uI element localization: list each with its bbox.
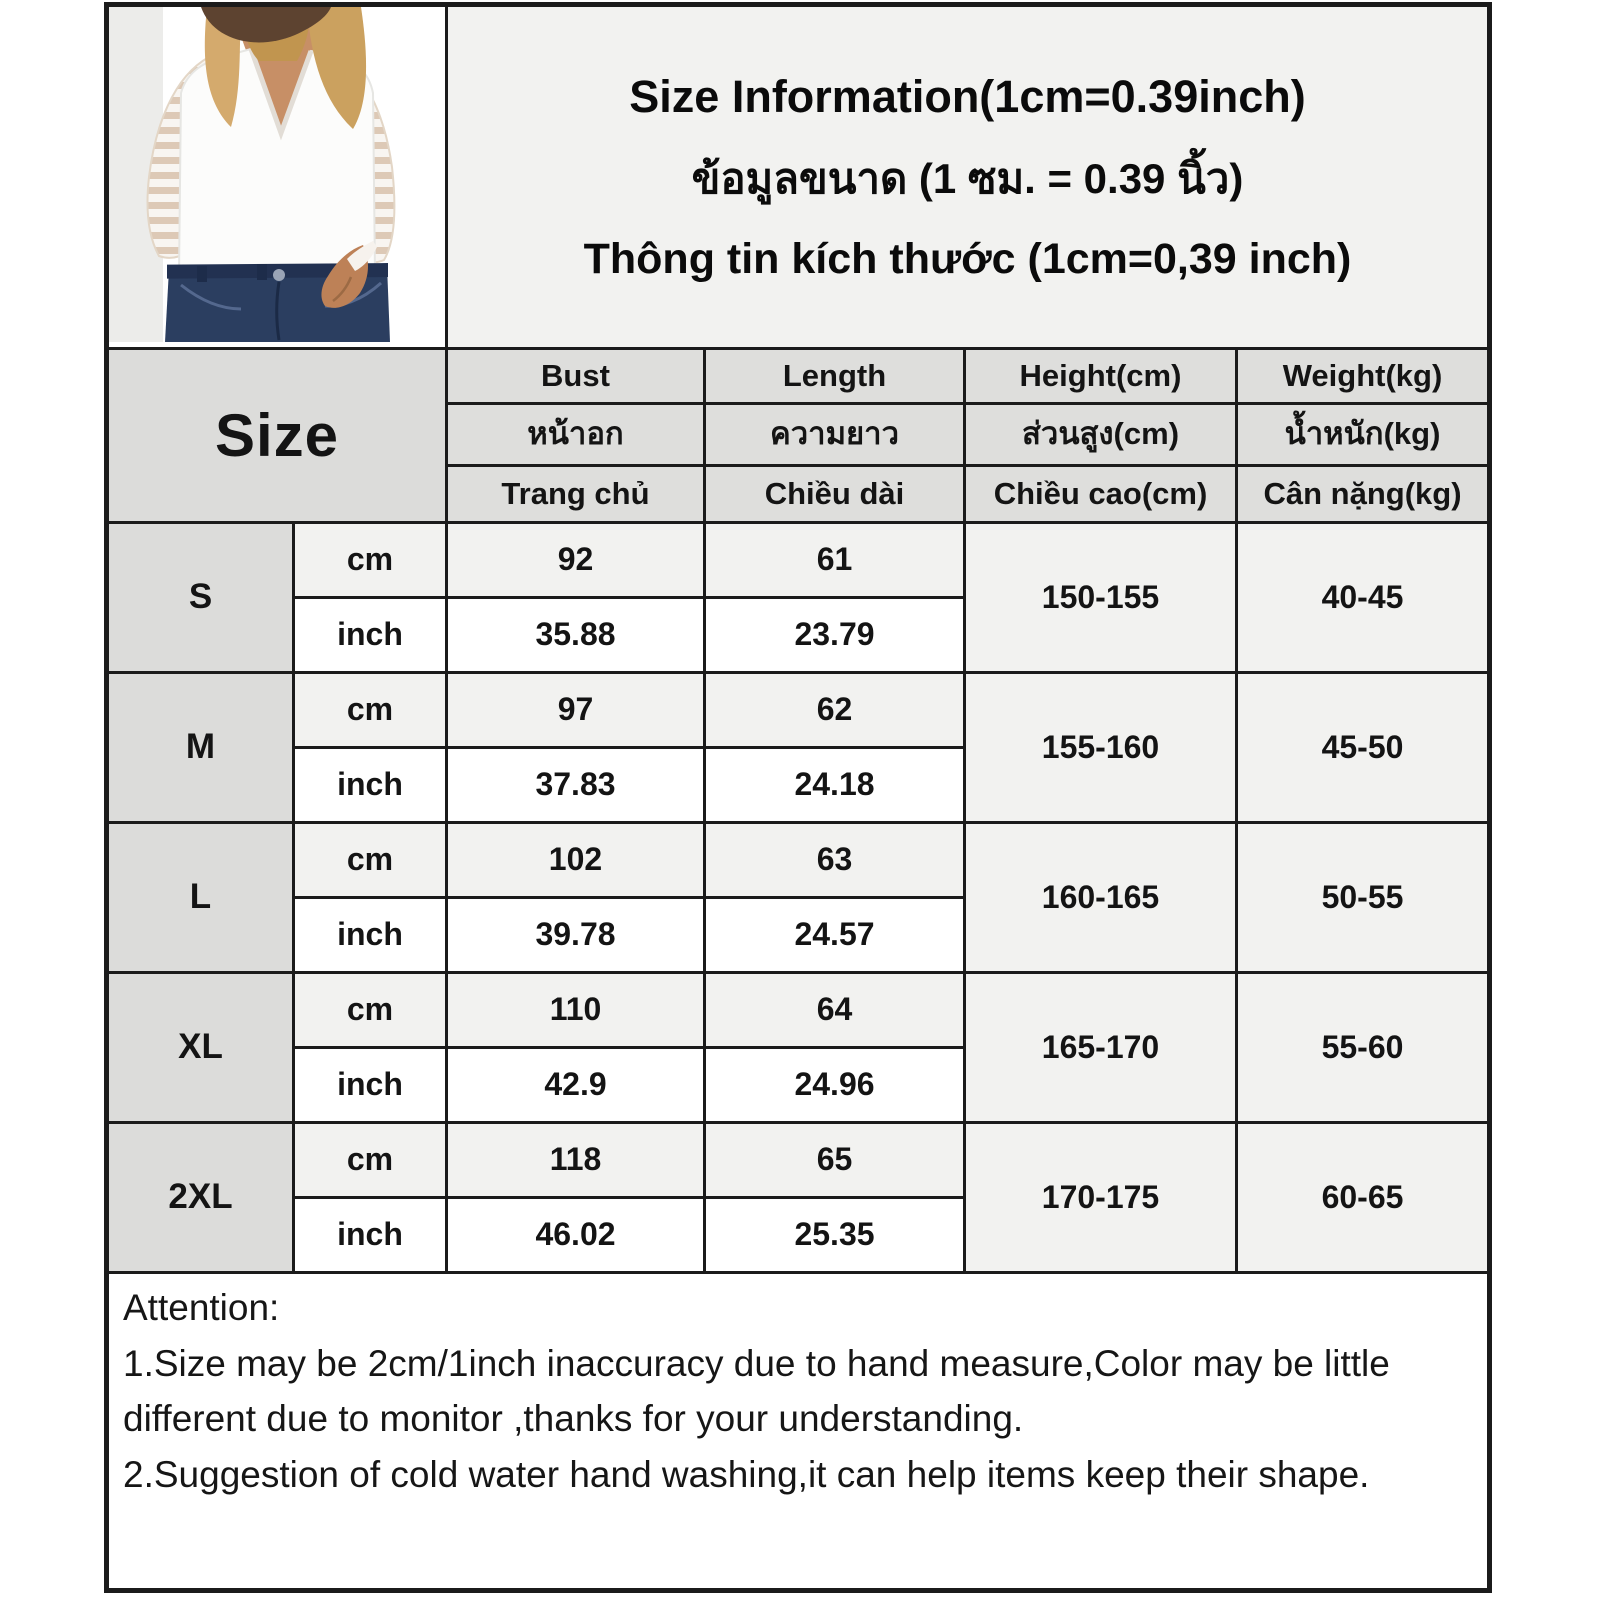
header-weight-vi: Cân nặng(kg) bbox=[1238, 467, 1487, 521]
header-weight-en: Weight(kg) bbox=[1238, 350, 1487, 402]
row-2xl-height: 170-175 bbox=[966, 1124, 1235, 1271]
size-table bbox=[109, 350, 1487, 1271]
attention-note-1: 1.Size may be 2cm/1inch inaccuracy due to hand measure,Color may be little different due to monitor ,thanks for your understanding. bbox=[123, 1342, 1390, 1439]
row-s-unit-cm: cm bbox=[295, 524, 445, 596]
header-bust-th: หน้าอก bbox=[448, 405, 703, 464]
row-l-length-cm: 63 bbox=[706, 824, 963, 896]
attention-heading: Attention: bbox=[123, 1287, 280, 1328]
row-s-height: 150-155 bbox=[966, 524, 1235, 671]
header-bust-vi: Trang chủ bbox=[448, 467, 703, 521]
product-photo bbox=[109, 7, 445, 347]
row-s-bust-inch: 35.88 bbox=[448, 599, 703, 671]
header-length-th: ความยาว bbox=[706, 405, 963, 464]
row-xl-unit-inch: inch bbox=[295, 1049, 445, 1121]
row-xl-bust-inch: 42.9 bbox=[448, 1049, 703, 1121]
row-l-unit-inch: inch bbox=[295, 899, 445, 971]
row-l-bust-inch: 39.78 bbox=[448, 899, 703, 971]
row-s-size: S bbox=[109, 524, 292, 671]
size-column-header: Size bbox=[109, 350, 445, 521]
row-xl-length-inch: 24.96 bbox=[706, 1049, 963, 1121]
header-height-th: ส่วนสูง(cm) bbox=[966, 405, 1235, 464]
header-length-vi: Chiều dài bbox=[706, 467, 963, 521]
attention-section bbox=[109, 1274, 1487, 1588]
row-2xl-weight: 60-65 bbox=[1238, 1124, 1487, 1271]
row-l-size: L bbox=[109, 824, 292, 971]
header-bust-en: Bust bbox=[448, 350, 703, 402]
row-m-unit-inch: inch bbox=[295, 749, 445, 821]
row-2xl-length-inch: 25.35 bbox=[706, 1199, 963, 1271]
row-m-weight: 45-50 bbox=[1238, 674, 1487, 821]
size-chart-sheet bbox=[104, 2, 1492, 1593]
row-l-weight: 50-55 bbox=[1238, 824, 1487, 971]
top-section bbox=[109, 7, 1487, 347]
size-information-title-block bbox=[448, 7, 1487, 347]
row-s-unit-inch: inch bbox=[295, 599, 445, 671]
row-2xl-bust-cm: 118 bbox=[448, 1124, 703, 1196]
row-m-unit-cm: cm bbox=[295, 674, 445, 746]
row-s-length-cm: 61 bbox=[706, 524, 963, 596]
row-m-length-cm: 62 bbox=[706, 674, 963, 746]
row-xl-size: XL bbox=[109, 974, 292, 1121]
row-m-height: 155-160 bbox=[966, 674, 1235, 821]
row-m-size: M bbox=[109, 674, 292, 821]
row-xl-unit-cm: cm bbox=[295, 974, 445, 1046]
row-xl-length-cm: 64 bbox=[706, 974, 963, 1046]
row-m-bust-inch: 37.83 bbox=[448, 749, 703, 821]
row-xl-height: 165-170 bbox=[966, 974, 1235, 1121]
row-m-bust-cm: 97 bbox=[448, 674, 703, 746]
row-xl-weight: 55-60 bbox=[1238, 974, 1487, 1121]
row-s-bust-cm: 92 bbox=[448, 524, 703, 596]
row-2xl-size: 2XL bbox=[109, 1124, 292, 1271]
row-2xl-length-cm: 65 bbox=[706, 1124, 963, 1196]
row-l-bust-cm: 102 bbox=[448, 824, 703, 896]
row-2xl-unit-inch: inch bbox=[295, 1199, 445, 1271]
row-l-length-inch: 24.57 bbox=[706, 899, 963, 971]
header-height-vi: Chiều cao(cm) bbox=[966, 467, 1235, 521]
row-l-unit-cm: cm bbox=[295, 824, 445, 896]
title-english: Size Information(1cm=0.39inch) bbox=[629, 70, 1306, 122]
header-weight-th: น้ำหนัก(kg) bbox=[1238, 405, 1487, 464]
row-l-height: 160-165 bbox=[966, 824, 1235, 971]
header-length-en: Length bbox=[706, 350, 963, 402]
product-photo-illustration bbox=[109, 7, 445, 342]
row-xl-bust-cm: 110 bbox=[448, 974, 703, 1046]
header-height-en: Height(cm) bbox=[966, 350, 1235, 402]
row-s-length-inch: 23.79 bbox=[706, 599, 963, 671]
row-2xl-bust-inch: 46.02 bbox=[448, 1199, 703, 1271]
row-2xl-unit-cm: cm bbox=[295, 1124, 445, 1196]
title-thai: ข้อมูลขนาด (1 ซม. = 0.39 นิ้ว) bbox=[691, 154, 1244, 202]
row-s-weight: 40-45 bbox=[1238, 524, 1487, 671]
row-m-length-inch: 24.18 bbox=[706, 749, 963, 821]
attention-note-2: 2.Suggestion of cold water hand washing,it can help items keep their shape. bbox=[123, 1453, 1370, 1495]
title-vietnamese: Thông tin kích thước (1cm=0,39 inch) bbox=[583, 234, 1352, 283]
